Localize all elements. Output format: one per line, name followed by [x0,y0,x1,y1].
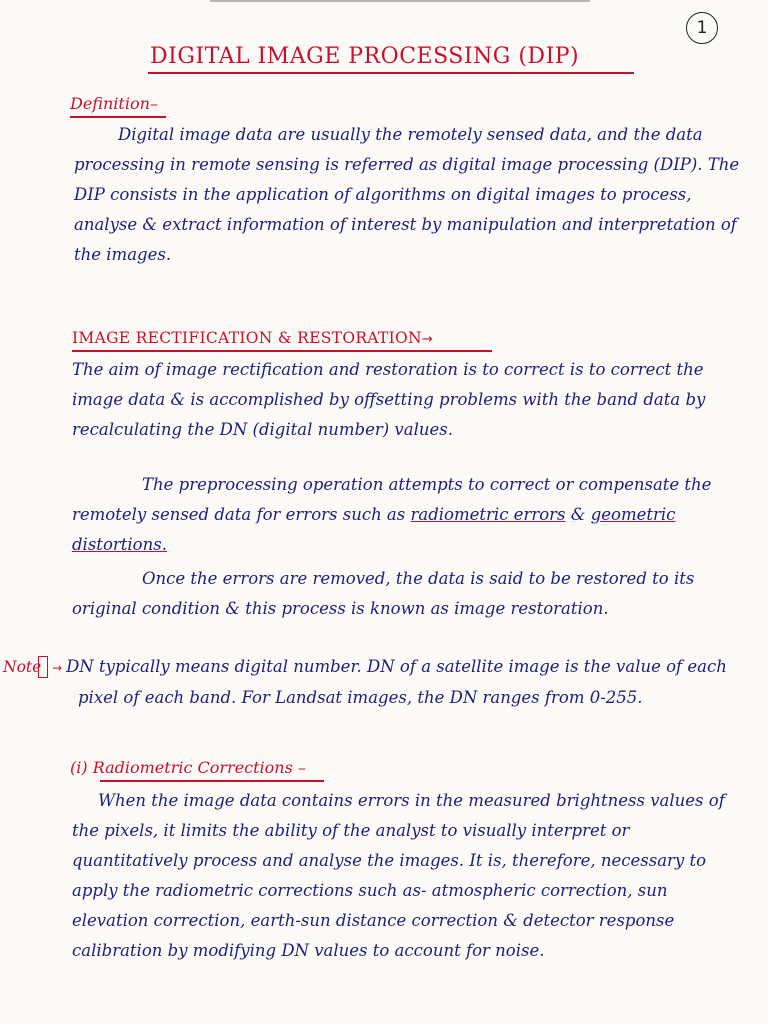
radiometric-heading [70,758,306,777]
definition-heading-text: Definition [70,94,150,113]
note-paragraph [3,652,742,713]
definition-heading [70,94,158,113]
rectification-paragraph-1: The aim of image rectification and restoration is to correct is to correct the image data & is accomplished by offsetting problems with the band data by recalculating the DN (digital number) values. [72,360,706,439]
radiometric-errors-term: radiometric errors [410,505,566,524]
radiometric-heading-dash: – [297,758,306,777]
rectification-arrow-icon: → [421,332,433,347]
rectification-paragraph-3: Once the errors are removed, the data is said to be restored to its original condition & this process is known as image restoration. [72,569,695,618]
rectification-heading [72,328,433,347]
geometric-distortions-term: geometric distortions. [72,505,676,554]
note-label: Note [38,656,48,678]
radiometric-heading-text: (i) Radiometric Corrections [70,758,293,777]
radiometric-paragraph: When the image data contains errors in the measured brightness values of the pixels, it limits the ability of the analyst to visually interpret or quantitatively process and analyse the images. It is, therefore, necessary to apply the radiometric corrections such as- atmospheric correction, sun elevation correction, earth-sun distance correction & detector response calibration by modifying DN values to account for noise. [72,791,725,960]
definition-heading-dash: – [149,94,158,113]
ampersand: & [565,505,591,524]
note-arrow-icon: → [52,661,63,675]
page-title: DIGITAL IMAGE PROCESSING (DIP) [150,44,580,69]
rectification-heading-text: IMAGE RECTIFICATION & RESTORATION [72,329,422,347]
radiometric-heading-underline [100,780,324,782]
rectification-paragraph-2 [72,470,742,560]
title-underline [148,72,634,74]
page-top-edge [210,0,590,2]
note-text: DN typically means digital number. DN of a satellite image is the value of each pixel of each band. For Landsat images, the DN ranges from 0-255. [66,657,727,707]
rectification-heading-underline [72,350,492,352]
page-number: 1 [686,12,718,44]
definition-heading-underline [70,116,166,118]
definition-paragraph: Digital image data are usually the remotely sensed data, and the data processing in remote sensing is referred as digital image processing (DIP). The DIP consists in the application of algorithms on digital images to process, analyse & extract information of interest by manipulation and interpretation of the images. [74,125,740,264]
rectification-paragraph-2-text: The preprocessing operation attempts to correct or compensate the remotely sensed data for errors such as [72,475,712,524]
